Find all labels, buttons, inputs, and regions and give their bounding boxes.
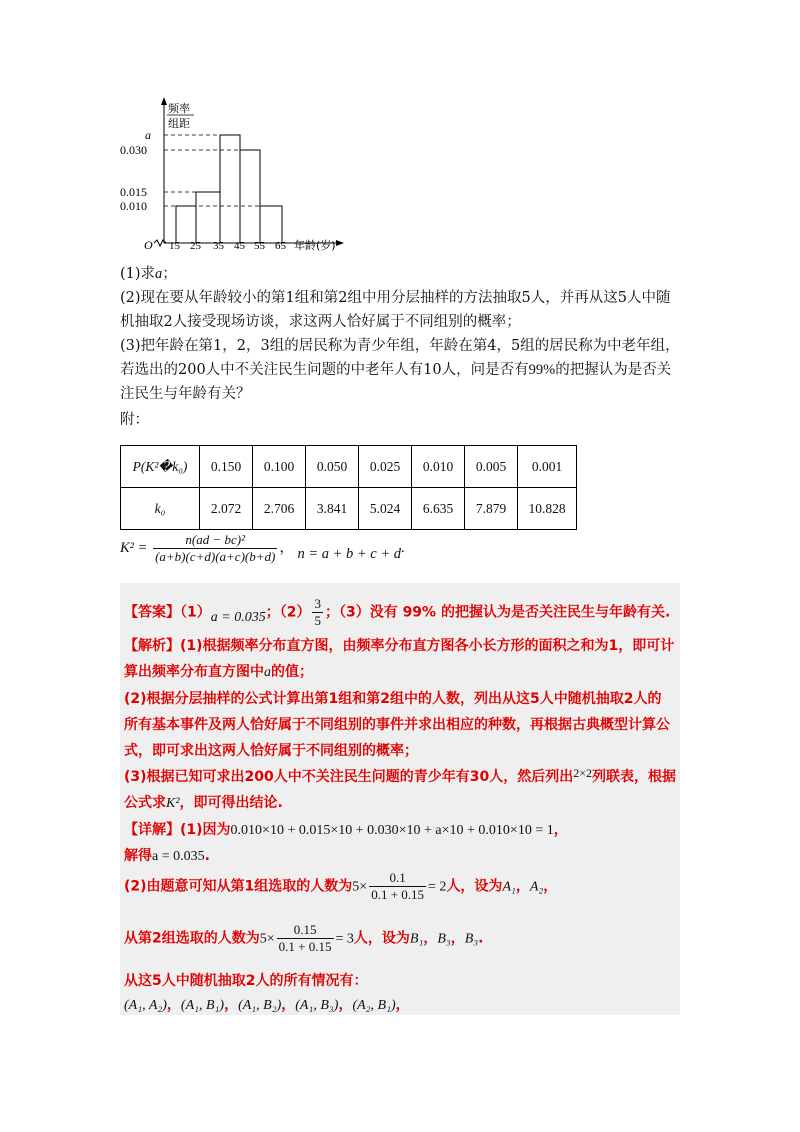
q3-part-b: 的把握认为是否关注民生与年龄有关？ — [120, 362, 672, 402]
detail-d1-math: 0.010×10 + 0.015×10 + 0.030×10 + a×10 + 0.010×10 = 1 — [230, 823, 554, 838]
bar-15-25 — [176, 206, 196, 243]
formula-n-def: n = a + b + c + d — [297, 545, 402, 562]
k-squared-formula — [120, 532, 405, 565]
question-2: (2)现在要从年龄较小的第1组和第2组中用分层抽样的方法抽取5人，并再从这5人中随机抽取2人接受现场访谈，求这两人恰好属于不同组别的概率； — [120, 290, 671, 330]
detail-d2b: . — [204, 848, 210, 864]
table-cell: 0.150 — [200, 446, 253, 488]
y-axis-arrow — [161, 97, 167, 105]
y-tick-a: a — [145, 128, 151, 142]
table-cell: 0.025 — [359, 446, 412, 488]
q3-pct: 99% — [528, 362, 556, 378]
table-head-p: P(K²�k₀) — [121, 446, 200, 488]
critical-value-table — [120, 445, 577, 530]
pair-sep: ， — [395, 997, 410, 1013]
detail-d3-s1: A₁ — [502, 879, 516, 895]
bar-35-45 — [220, 135, 240, 243]
detail-d4-end: . — [478, 930, 484, 947]
detail-d3-num: 0.1 — [369, 870, 426, 887]
q3-part-a: (3)把年龄在第1，2，3组的居民称为青少年组，年龄在第4，5组的居民称为中老年组，若选出的200人中不关注民生问题的中老年人有10人，问是否有 — [120, 338, 680, 378]
table-cell: 2.072 — [200, 488, 253, 530]
formula-fraction — [153, 532, 277, 565]
detail-d4-s1: B₁ — [409, 931, 424, 947]
frequency-histogram — [110, 95, 370, 255]
table-cell: 0.010 — [412, 446, 465, 488]
analysis-line-6 — [124, 766, 676, 786]
y-tick-0030: 0.030 — [120, 143, 147, 157]
detail-label: 【详解】 — [124, 822, 180, 838]
answer-line — [124, 596, 670, 629]
detail-d3-end: ， — [543, 878, 558, 895]
x-tick-25: 25 — [190, 240, 201, 252]
list-item: (A₂, B₁) — [352, 998, 396, 1013]
list-item: (A₁, A₂) — [124, 998, 167, 1013]
detail-d3-sep: ， — [515, 878, 530, 895]
pair-sep: ， — [166, 997, 181, 1013]
detail-d3-fraction — [369, 870, 426, 903]
analysis-l6b: 列联表，根据 — [592, 769, 677, 785]
x-axis-label: 年龄(岁) — [294, 239, 336, 252]
pair-sep: ， — [338, 997, 353, 1013]
analysis-l6-math: 2×2 — [573, 766, 593, 780]
detail-d4-fraction — [277, 922, 334, 955]
y-label-bottom: 组距 — [168, 117, 190, 130]
analysis-l2-var: a — [264, 665, 271, 680]
table-row — [121, 488, 577, 530]
analysis-l7a: 公式求 — [124, 795, 166, 811]
x-axis-arrow — [336, 240, 344, 246]
formula-numerator: n(ad − bc)² — [153, 532, 277, 549]
detail-d3-math-b: = 2 — [428, 879, 447, 895]
detail-line-2 — [124, 845, 210, 865]
y-tick-0015: 0.015 — [120, 185, 147, 199]
bar-55-65 — [260, 206, 282, 243]
detail-d4-math-a: 5× — [259, 931, 275, 947]
origin-label: O — [144, 238, 153, 252]
x-tick-45: 45 — [234, 240, 245, 252]
detail-d1a: (1)因为 — [180, 822, 231, 838]
analysis-line-2 — [124, 661, 313, 681]
table-cell: 0.050 — [306, 446, 359, 488]
question-1 — [120, 262, 177, 283]
formula-end: . — [401, 539, 405, 556]
detail-d4-den: 0.1 + 0.15 — [278, 939, 332, 954]
table-row — [121, 446, 577, 488]
y-tick-0010: 0.010 — [120, 199, 147, 213]
table-cell: 10.828 — [518, 488, 577, 530]
detail-d4-math-b: = 3 — [335, 931, 354, 947]
detail-d3-s2: A₂ — [529, 879, 544, 895]
detail-d3-den: 0.1 + 0.15 — [371, 887, 425, 902]
answer-p1-end: ； — [265, 604, 280, 621]
detail-d2a: 解得 — [124, 848, 152, 864]
table-cell: 5.024 — [359, 488, 412, 530]
detail-d4-num: 0.15 — [277, 922, 334, 939]
table-cell: 3.841 — [306, 488, 359, 530]
answer-p1: （1） — [180, 604, 211, 621]
detail-d4-s3: B₃ — [464, 931, 479, 947]
x-tick-65: 65 — [275, 240, 286, 252]
detail-d4a: 从第2组选取的人数为 — [124, 930, 260, 947]
detail-d4-sep1: ， — [423, 930, 438, 947]
detail-d1b: ， — [553, 822, 568, 838]
detail-pairs-line — [124, 994, 410, 1014]
analysis-line-5: 式，即可求出这两人恰好属于不同组别的概率； — [124, 743, 418, 759]
appendix-label: 附： — [120, 412, 149, 428]
formula-denominator: (a+b)(c+d)(a+c)(b+d) — [155, 549, 276, 564]
pair-sep: ， — [224, 997, 239, 1013]
analysis-line-1 — [124, 635, 674, 655]
table-head-k: k₀ — [121, 488, 200, 530]
bar-25-35 — [196, 192, 220, 243]
formula-lhs: K² = — [120, 539, 148, 556]
table-cell: 2.706 — [253, 488, 306, 530]
analysis-l7-math: K² — [166, 796, 180, 811]
table-cell: 7.879 — [465, 488, 518, 530]
list-item: (A₁, B₁) — [180, 998, 225, 1013]
analysis-line-7 — [124, 792, 283, 812]
q1-suffix: ； — [162, 266, 177, 282]
analysis-l7b: ，即可得出结论. — [179, 795, 283, 811]
analysis-l2a: 算出频率分布直方图中 — [124, 664, 264, 680]
answer-label: 【答案】 — [124, 604, 180, 621]
x-tick-15: 15 — [169, 240, 180, 252]
detail-d2-math: a = 0.035 — [152, 849, 205, 864]
detail-d3-math-a: 5× — [352, 879, 368, 895]
x-tick-55: 55 — [254, 240, 265, 252]
detail-line-4 — [124, 922, 484, 955]
detail-d3a: (2)由题意可知从第1组选取的人数为 — [124, 878, 353, 895]
list-item: (A₁, B₂) — [238, 998, 282, 1013]
x-tick-35: 35 — [213, 240, 224, 252]
detail-d4-s2: B₃ — [437, 931, 451, 947]
answer-p2: （2） — [279, 604, 311, 621]
analysis-l6a: (3)根据已知可求出200人中不关注民生问题的青少年有30人，然后列出 — [124, 769, 574, 785]
answer-p2-num: 3 — [314, 596, 321, 611]
bar-45-55 — [240, 150, 260, 243]
detail-d3b: 人，设为 — [446, 878, 503, 895]
answer-p1-math: a = 0.035 — [210, 609, 266, 625]
analysis-l1: (1)根据频率分布直方图，由频率分布直方图各小长方形的面积之和为1，即可计 — [180, 638, 675, 654]
detail-line-3 — [124, 870, 557, 903]
detail-d4-sep2: ， — [450, 930, 465, 947]
detail-line-5: 从这5人中随机抽取2人的所有情况有： — [124, 973, 368, 989]
analysis-line-4: 所有基本事件及两人恰好属于不同组别的事件并求出相应的种数，再根据古典概型计算公 — [124, 717, 670, 733]
answer-p2-den: 5 — [314, 613, 321, 628]
table-cell: 0.100 — [253, 446, 306, 488]
detail-line-1 — [124, 819, 568, 839]
table-cell: 0.001 — [518, 446, 577, 488]
table-cell: 0.005 — [465, 446, 518, 488]
q1-prefix: (1)求 — [120, 266, 156, 282]
list-item: (A₁, B₃) — [295, 998, 339, 1013]
answer-p2-end: ； — [324, 604, 339, 621]
q1-var: a — [155, 266, 163, 282]
answer-p3: （3）没有 99% 的把握认为是否关注民生与年龄有关. — [338, 604, 671, 621]
question-3 — [120, 334, 680, 406]
analysis-label: 【解析】 — [124, 638, 180, 654]
table-cell: 6.635 — [412, 488, 465, 530]
y-label-top: 频率 — [168, 102, 190, 115]
analysis-l2b: 的值； — [271, 664, 313, 680]
detail-d4b: 人，设为 — [353, 930, 410, 947]
analysis-line-3: (2)根据分层抽样的公式计算出第1组和第2组中的人数，列出从这5人中随机抽取2人的 — [124, 691, 662, 707]
formula-sep: ， — [279, 539, 294, 556]
pair-sep: ， — [281, 997, 296, 1013]
answer-p2-fraction — [312, 596, 323, 629]
